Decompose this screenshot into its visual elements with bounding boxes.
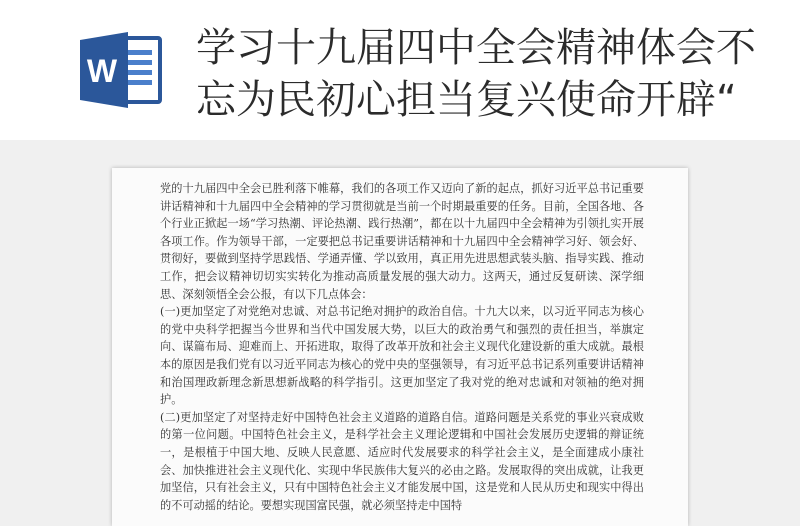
word-icon	[78, 30, 164, 110]
document-body	[160, 180, 644, 514]
document-page	[112, 168, 688, 526]
paragraph: 党的十九届四中全会已胜利落下帷幕，我们的各项工作又迈向了新的起点，抓好习近平总书记重要讲话精神和十九届四中全会精神的学习贯彻就是当前一个时期最重要的任务。目前，全国各地、各个行业正掀起一场“学习热潮、评论热潮、践行热潮”，都在以十九届四中全会精神为引领扎实开展各项工作。作为领导干部，一定要把总书记重要讲话精神和十九届四中全会精神学习好、领会好、贯彻好，要做到坚持学思践悟、学通弄懂、学以致用，真正用先进思想武装头脑、指导实践、推动工作，把会议精神切切实实转化为推动高质量发展的强大动力。这两天，通过反复研读、深学细思、深刻领悟全会公报，有以下几点体会：	[160, 182, 644, 301]
header	[0, 0, 800, 140]
paragraph: (二)更加坚定了对坚持走好中国特色社会主义道路的道路自信。道路问题是关系党的事业兴衰成败的第一位问题。中国特色社会主义，是科学社会主义理论逻辑和中国社会发展历史逻辑的辩证统一，是根植于中国大地、反映人民意愿、适应时代发展要求的科学社会主义，是全面建成小康社会、加快推进社会主义现代化、实现中华民族伟大复兴的必由之路。发展取得的突出成就，让我更加坚信，只有社会主义，只有中国特色社会主义才能发展中国，这是党和人民从历史和现实中得出的不可动摇的结论。要想实现国富民强，就必须坚持走中国特	[160, 410, 644, 512]
title-line-1: 学习十九届四中全会精神体会不	[196, 25, 756, 71]
paragraph: (一)更加坚定了对党绝对忠诚、对总书记绝对拥护的政治自信。十九大以来，以习近平同志为核心的党中央科学把握当今世界和当代中国发展大势，以巨大的政治勇气和强烈的责任担当，举旗定向、谋篇布局、迎难而上、开拓进取，取得了改革开放和社会主义现代化建设新的重大成就。最根本的原因是我们党有以习近平同志为核心的党中央的坚强领导，有习近平总书记系列重要讲话精神和治国理政新理念新思想新战略的科学指引。这更加坚定了我对党的绝对忠诚和对领袖的绝对拥护。	[160, 305, 644, 407]
word-icon-letter: W	[86, 53, 118, 89]
page-title	[196, 22, 796, 126]
title-line-2: 忘为民初心担当复兴使命开辟“	[196, 77, 737, 123]
